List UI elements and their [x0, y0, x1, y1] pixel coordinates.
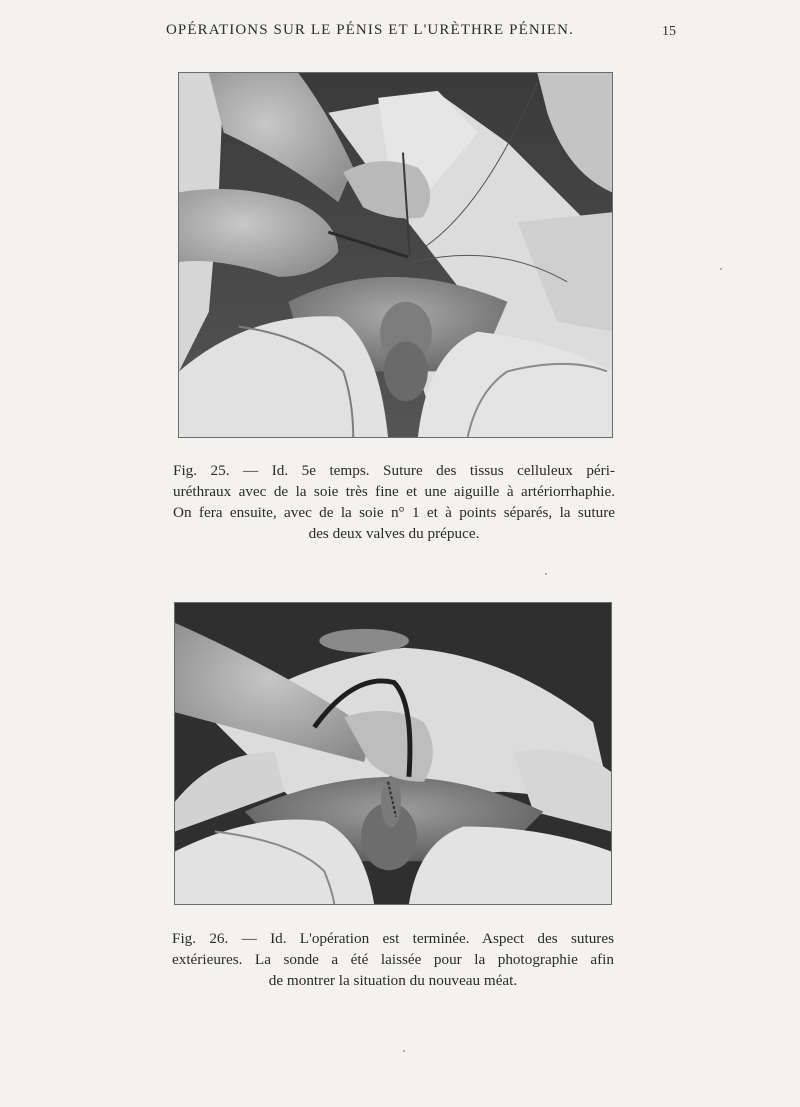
caption-line: uréthraux avec de la soie très fine et une aiguille à artériorrhaphie. [173, 483, 615, 500]
paper-speck [403, 1050, 405, 1052]
figure-25-image [179, 73, 612, 437]
running-head: OPÉRATIONS SUR LE PÉNIS ET L'URÈTHRE PÉNIEN. [166, 22, 574, 38]
caption-line: des deux valves du prépuce. [308, 525, 480, 542]
figure-25-photo [178, 72, 613, 438]
figure-26-image [175, 603, 611, 904]
caption-line: Fig. 26. — Id. L'opération est terminée. Aspect des sutures [172, 930, 614, 947]
caption-line: extérieures. La sonde a été laissée pour la photographie afin [172, 951, 614, 968]
paper-speck [720, 268, 722, 270]
figure-26-caption [172, 928, 614, 991]
paper-speck [545, 573, 547, 575]
figure-25-caption [173, 460, 615, 544]
caption-line: Fig. 25. — Id. 5e temps. Suture des tissus celluleux péri- [173, 462, 615, 479]
figure-26-photo [174, 602, 612, 905]
caption-line: de montrer la situation du nouveau méat. [268, 972, 518, 989]
caption-line: On fera ensuite, avec de la soie n° 1 et à points séparés, la suture [173, 504, 615, 521]
page-number: 15 [662, 24, 676, 39]
